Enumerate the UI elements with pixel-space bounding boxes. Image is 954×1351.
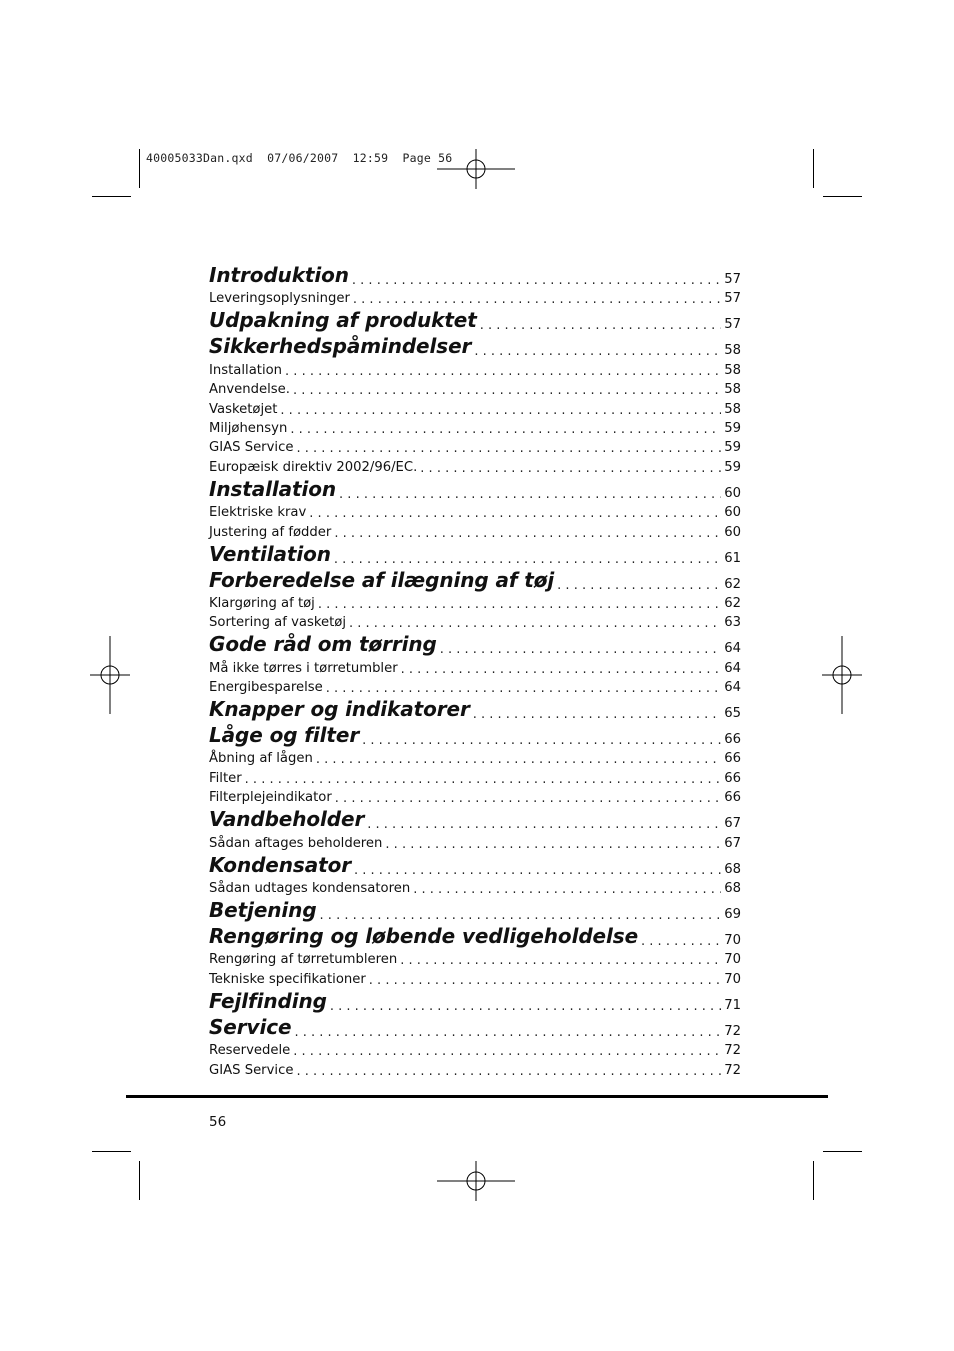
toc-subentry (209, 1039, 741, 1058)
toc-heading (209, 987, 741, 1013)
toc-page-number: 70 (724, 933, 741, 949)
toc-entry-title: Låge og filter (209, 723, 360, 748)
toc-page-number: 58 (724, 362, 741, 378)
dot-leader (352, 274, 721, 287)
dot-leader (354, 864, 721, 877)
toc-heading (209, 540, 741, 566)
toc-page-number: 64 (724, 660, 741, 676)
toc-page-number: 62 (724, 595, 741, 611)
toc-subentry (209, 967, 741, 986)
toc-entry-title: Filterplejeindikator (209, 790, 332, 806)
toc-entry-title: Ventilation (209, 541, 331, 566)
toc-entry-title: Knapper og indikatorer (209, 697, 470, 722)
toc-heading (209, 695, 741, 721)
dot-leader (480, 319, 722, 332)
toc-page-number: 59 (724, 459, 741, 475)
toc-subentry (209, 676, 741, 695)
toc-heading (209, 851, 741, 877)
toc-page-number: 70 (724, 952, 741, 968)
dot-leader (293, 384, 721, 397)
dot-leader (557, 579, 721, 592)
toc-page-number: 58 (724, 343, 741, 359)
dot-leader (318, 598, 721, 611)
toc-entry-title: Sortering af vasketøj (209, 615, 347, 631)
toc-entry-title: Elektriske krav (209, 505, 307, 521)
toc-page-number: 60 (724, 524, 741, 540)
toc-entry-title: GIAS Service (209, 440, 294, 456)
crop-mark (92, 196, 131, 197)
dot-leader (280, 404, 721, 417)
crop-mark (139, 1161, 140, 1200)
dot-leader (440, 643, 721, 656)
dot-leader (349, 617, 721, 630)
toc-subentry (209, 877, 741, 896)
toc-heading (209, 332, 741, 358)
toc-page-number: 63 (724, 615, 741, 631)
toc-subentry (209, 592, 741, 611)
toc-subentry (209, 397, 741, 416)
toc-entry-title: Installation (209, 476, 337, 501)
toc-entry-title: Sådan udtages kondensatoren (209, 881, 411, 897)
toc-page-number: 58 (724, 382, 741, 398)
toc-entry-title: Service (209, 1014, 292, 1039)
toc-entry-title: Introduktion (209, 263, 349, 287)
crop-mark (92, 1151, 131, 1152)
toc-page-number: 58 (724, 401, 741, 417)
toc-entry-title: Filter (209, 770, 242, 786)
dot-leader (245, 773, 722, 786)
toc-page-number: 68 (724, 861, 741, 877)
toc-entry-title: GIAS Service (209, 1062, 294, 1078)
dot-leader (320, 909, 722, 922)
toc-entry-title: Leveringsoplysninger (209, 291, 350, 307)
toc-heading (209, 805, 741, 831)
toc-subentry (209, 831, 741, 850)
toc-page-number: 67 (724, 816, 741, 832)
toc-subentry (209, 786, 741, 805)
toc-entry-title: Justering af fødder (209, 524, 332, 540)
dot-leader (420, 462, 721, 475)
toc-heading (209, 261, 741, 287)
dot-leader (335, 792, 721, 805)
dot-leader (294, 1026, 721, 1039)
toc-entry-title: Rengøring og løbende vedligeholdelse (209, 924, 639, 949)
toc-page-number: 72 (724, 1023, 741, 1039)
toc-subentry (209, 455, 741, 474)
dot-leader (474, 345, 721, 358)
toc-heading (209, 630, 741, 656)
toc-subentry (209, 501, 741, 520)
dot-leader (296, 442, 721, 455)
toc-heading (209, 566, 741, 592)
toc-page-number: 71 (724, 997, 741, 1013)
dot-leader (385, 838, 721, 851)
toc-entry-title: Miljøhensyn (209, 420, 288, 436)
toc-subentry (209, 611, 741, 630)
registration-mark-top (437, 149, 517, 189)
crop-mark (823, 1151, 862, 1152)
toc-page-number: 60 (724, 485, 741, 501)
toc-entry-title: Gode råd om tørring (209, 632, 437, 657)
dot-leader (330, 1000, 721, 1013)
toc-page-number: 64 (724, 641, 741, 657)
toc-page-number: 68 (724, 881, 741, 897)
dot-leader (316, 753, 721, 766)
dot-leader (473, 708, 721, 721)
toc-entry-title: Installation (209, 362, 283, 378)
toc-entry-title: Sådan aftages beholderen (209, 835, 383, 851)
toc-page-number: 70 (724, 971, 741, 987)
toc-page-number: 64 (724, 680, 741, 696)
toc-subentry (209, 766, 741, 785)
toc-entry-title: Fejlfinding (209, 988, 327, 1013)
dot-leader (290, 423, 721, 436)
toc-heading (209, 721, 741, 747)
toc-page-number: 66 (724, 732, 741, 748)
toc-page-number: 57 (724, 291, 741, 307)
toc-entry-title: Kondensator (209, 852, 351, 877)
toc-page-number: 66 (724, 790, 741, 806)
toc-entry-title: Må ikke tørres i tørretumbler (209, 660, 398, 676)
page-number: 56 (209, 1114, 227, 1130)
dot-leader (285, 365, 721, 378)
toc-page-number: 65 (724, 706, 741, 722)
toc-entry-title: Betjening (209, 898, 317, 923)
toc-page-number: 66 (724, 770, 741, 786)
toc-page-number: 62 (724, 576, 741, 592)
dot-leader (362, 734, 721, 747)
toc-subentry (209, 378, 741, 397)
dot-leader (369, 974, 721, 987)
toc-subentry (209, 1058, 741, 1077)
toc-page-number: 57 (724, 272, 741, 287)
crop-mark (813, 149, 814, 188)
toc-heading (209, 922, 741, 948)
toc-entry-title: Vasketøjet (209, 401, 278, 417)
toc-page-number: 66 (724, 751, 741, 767)
dot-leader (367, 818, 721, 831)
toc-subentry (209, 747, 741, 766)
toc-heading (209, 306, 741, 332)
toc-page-number: 72 (724, 1062, 741, 1078)
toc-entry-title: Udpakning af produktet (209, 308, 477, 333)
dot-leader (334, 553, 721, 566)
toc-subentry (209, 656, 741, 675)
dot-leader (401, 663, 722, 676)
dot-leader (309, 507, 721, 520)
toc-heading (209, 1013, 741, 1039)
footer-rule (126, 1095, 828, 1098)
dot-leader (339, 488, 721, 501)
registration-mark-left (90, 636, 130, 714)
toc-page-number: 61 (724, 550, 741, 566)
dot-leader (353, 293, 721, 306)
dot-leader (334, 527, 721, 540)
toc-subentry (209, 436, 741, 455)
dot-leader (296, 1065, 721, 1078)
toc-page-number: 59 (724, 420, 741, 436)
toc-subentry (209, 948, 741, 967)
toc-heading (209, 475, 741, 501)
toc-entry-title: Åbning af lågen (209, 751, 313, 767)
toc-entry-title: Rengøring af tørretumbleren (209, 952, 398, 968)
toc-entry-title: Anvendelse. (209, 382, 290, 398)
table-of-contents (209, 261, 741, 1078)
toc-subentry (209, 520, 741, 539)
toc-entry-title: Vandbeholder (209, 807, 365, 832)
crop-mark (139, 149, 140, 188)
toc-page-number: 72 (724, 1043, 741, 1059)
toc-heading (209, 896, 741, 922)
toc-entry-title: Klargøring af tøj (209, 595, 315, 611)
toc-entry-title: Reservedele (209, 1043, 291, 1059)
toc-page-number: 59 (724, 440, 741, 456)
crop-mark (813, 1161, 814, 1200)
crop-mark (823, 196, 862, 197)
dot-leader (326, 682, 721, 695)
toc-page-number: 69 (724, 907, 741, 923)
registration-mark-bottom (437, 1161, 517, 1201)
toc-entry-title: Energibesparelse (209, 680, 323, 696)
toc-page-number: 57 (724, 317, 741, 333)
toc-entry-title: Sikkerhedspåmindelser (209, 334, 472, 359)
toc-entry-title: Tekniske specifikationer (209, 971, 366, 987)
print-slug: 40005033Dan.qxd 07/06/2007 12:59 Page 56 (146, 151, 453, 165)
toc-entry-title: Europæisk direktiv 2002/96/EC. (209, 459, 418, 475)
toc-page-number: 60 (724, 505, 741, 521)
dot-leader (400, 954, 721, 967)
toc-subentry (209, 358, 741, 377)
dot-leader (413, 883, 721, 896)
toc-entry-title: Forberedelse af ilægning af tøj (209, 567, 555, 592)
toc-page-number: 67 (724, 835, 741, 851)
toc-subentry (209, 287, 741, 306)
dot-leader (293, 1045, 721, 1058)
registration-mark-right (822, 636, 862, 714)
dot-leader (641, 935, 721, 948)
toc-subentry (209, 417, 741, 436)
